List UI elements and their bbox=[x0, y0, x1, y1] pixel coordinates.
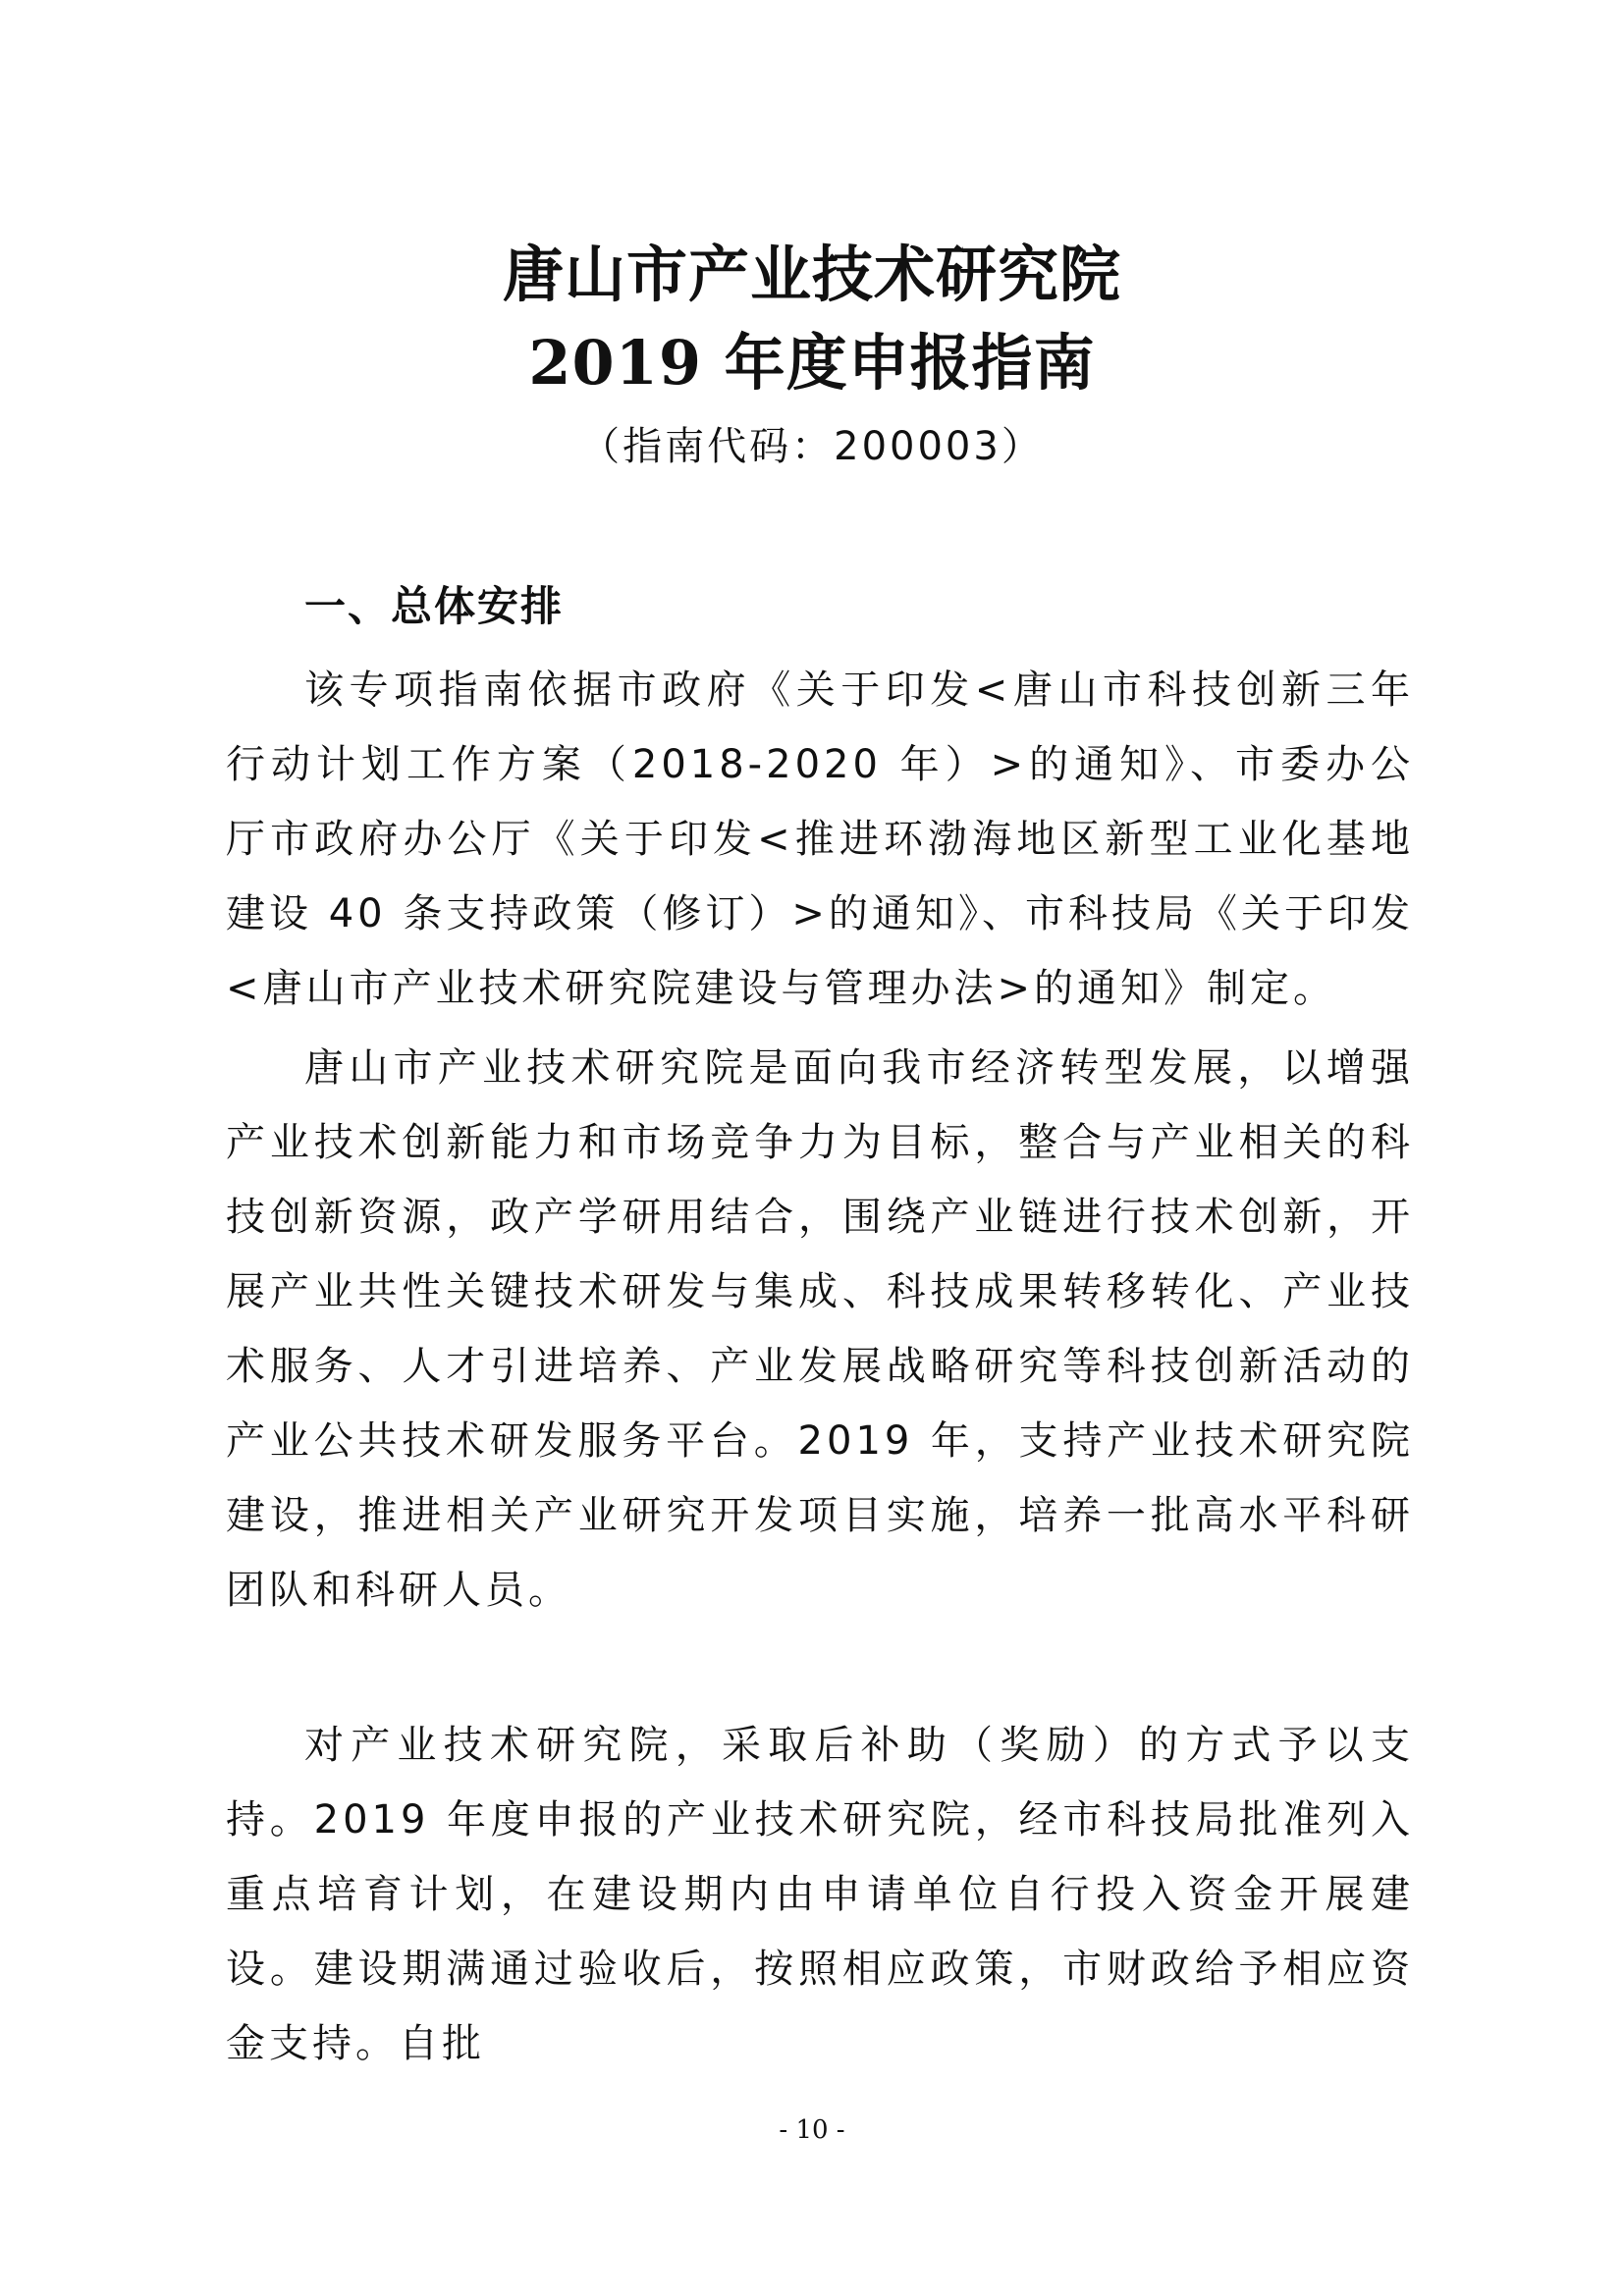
document-title-line1: 唐山市产业技术研究院 bbox=[502, 239, 1121, 310]
document-title-line2: 2019 年度申报指南 bbox=[528, 327, 1096, 399]
paragraph-description bbox=[226, 1031, 1414, 1628]
paragraph-basis bbox=[226, 653, 1414, 1026]
page-number: - 10 - bbox=[779, 2115, 845, 2145]
section-heading: 一、总体安排 bbox=[304, 582, 565, 630]
paragraph-text: 该专项指南依据市政府《关于印发<唐山市科技创新三年行动计划工作方案（2018-2020 年）>的通知》、市委办公厅市政府办公厅《关于印发<推进环渤海地区新型工业化基地建设 40 条支持政策（修订）>的通知》、市科技局《关于印发<唐山市产业技术研究院建设与管理办法>的通知》制定。 bbox=[226, 667, 1414, 1011]
paragraph-text: 唐山市产业技术研究院是面向我市经济转型发展，以增强产业技术创新能力和市场竞争力为目标，整合与产业相关的科技创新资源，政产学研用结合，围绕产业链进行技术创新，开展产业共性关键技术研发与集成、科技成果转移转化、产业技术服务、人才引进培养、产业发展战略研究等科技创新活动的产业公共技术研发服务平台。2019 年，支持产业技术研究院建设，推进相关产业研究开发项目实施，培养一批高水平科研团队和科研人员。 bbox=[226, 1045, 1414, 1613]
guide-code: （指南代码：200003） bbox=[580, 424, 1044, 469]
paragraph-text: 对产业技术研究院，采取后补助（奖励）的方式予以支持。2019 年度申报的产业技术研究院，经市科技局批准列入重点培育计划，在建设期内由申请单位自行投入资金开展建设。建设期满通过验收后，按照相应政策，市财政给予相应资金支持。自批 bbox=[226, 1723, 1414, 2066]
paragraph-support bbox=[226, 1708, 1414, 2081]
